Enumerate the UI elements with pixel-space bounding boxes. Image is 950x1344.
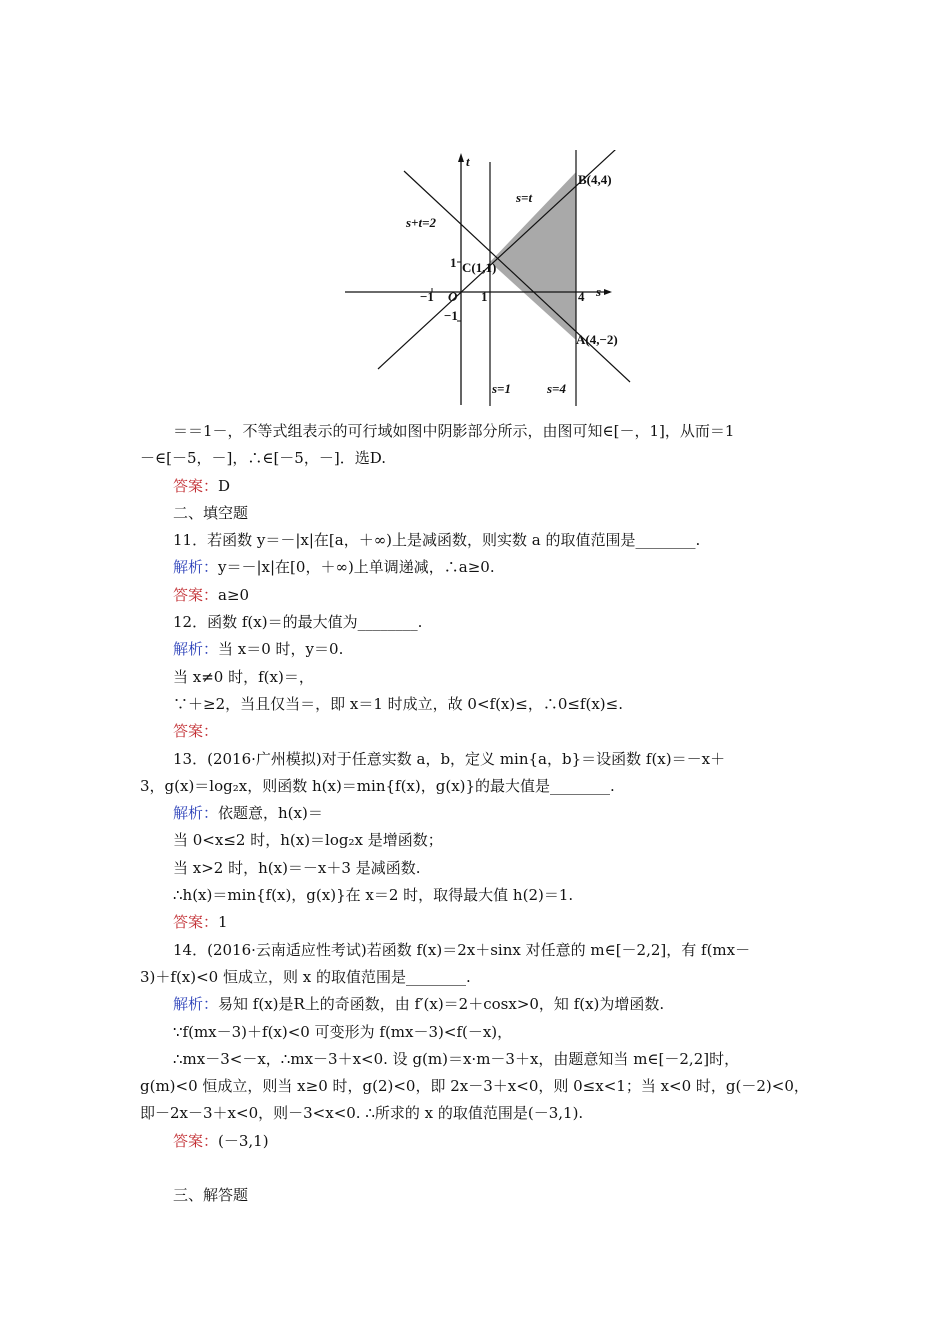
solution-text: y＝－|x|在[0，＋∞)上单调递减，∴a≥0. [218, 558, 495, 577]
solution-label: 解析： [173, 640, 219, 659]
answer-13 [140, 909, 822, 936]
section-title-fill-in: 二、填空题 [173, 503, 249, 522]
answer-10 [140, 473, 822, 500]
solution-text: 易知 f(x)是R上的奇函数，由 f′(x)＝2＋cosx>0，知 f(x)为增函数. [218, 995, 665, 1014]
point-label-b: B(4,4) [578, 172, 612, 187]
line-label-s-eq-t: s=t [516, 190, 533, 205]
solution-12-line-2: 当 x≠0 时，f(x)＝， [173, 667, 314, 686]
question-14-line-1: 14．(2016·云南适应性考试)若函数 f(x)＝2x＋sinx 对任意的 m∈[－2,2]，有 f(mx－ [173, 940, 751, 959]
answer-label: 答案： [173, 585, 219, 604]
solution-11 [140, 554, 822, 581]
solution-text: 当 x＝0 时，y＝0. [218, 640, 344, 659]
tick-label-y-neg1: −1 [444, 308, 458, 323]
point-label-a: A(4,−2) [576, 332, 618, 347]
question-13-line-1: 13．(2016·广州模拟)对于任意实数 a，b，定义 min{a，b}＝设函数 f(x)＝－x＋ [173, 749, 726, 768]
solution-13-line-2: 当 0<x≤2 时，h(x)＝log₂x 是增函数； [173, 831, 443, 850]
solution-label: 解析： [173, 804, 219, 823]
tick-label-x-neg1: −1 [420, 289, 434, 304]
question-11: 11．若函数 y＝－|x|在[a，＋∞)上是减函数，则实数 a 的取值范围是________. [173, 531, 701, 550]
section-title-answer: 三、解答题 [173, 1186, 249, 1205]
solution-14-line-4: g(m)<0 恒成立，则当 x≥0 时，g(2)<0，即 2x－3＋x<0，则 0≤x<1；当 x<0 时，g(－2)<0， [140, 1077, 809, 1096]
solution-line-1: ＝＝1－，不等式组表示的可行域如图中阴影部分所示，由图可知∈[－，1]，从而＝1 [173, 422, 735, 440]
solution-text: 依题意，h(x)＝ [218, 804, 323, 823]
solution-14-line-3: ∴mx－3<－x，∴mx－3＋x<0. 设 g(m)＝x·m－3＋x，由题意知当 m∈[－2,2]时， [173, 1049, 740, 1068]
feasible-region-figure [340, 150, 640, 410]
spacer [140, 1155, 822, 1182]
coordinate-graph [340, 150, 640, 410]
solution-13-line-4: ∴h(x)＝min{f(x)，g(x)}在 x＝2 时，取得最大值 h(2)＝1. [173, 886, 574, 905]
document-body [140, 418, 822, 1209]
solution-line-2: －∈[－5，－]，∴∈[－5，－]．选D. [140, 449, 386, 468]
s-axis-arrow [604, 289, 612, 295]
s-axis-label: s [596, 284, 602, 299]
answer-value: (－3,1) [218, 1131, 269, 1150]
point-label-c: C(1,1) [462, 260, 497, 275]
answer-11 [140, 582, 822, 609]
answer-label: 答案： [173, 1131, 219, 1150]
t-axis-arrow [458, 153, 464, 162]
answer-12 [140, 718, 822, 745]
question-14-line-2: 3)＋f(x)<0 恒成立，则 x 的取值范围是________. [140, 967, 471, 986]
solution-13 [140, 800, 822, 827]
solution-14-line-2: ∵f(mx－3)＋f(x)<0 可变形为 f(mx－3)<f(－x)， [173, 1022, 513, 1041]
solution-14-line-5: 即－2x－3＋x<0，则－3<x<0. ∴所求的 x 的取值范围是(－3,1). [140, 1104, 584, 1123]
answer-value: D [218, 476, 231, 495]
answer-label: 答案： [173, 476, 219, 495]
solution-label: 解析： [173, 995, 219, 1014]
answer-14 [140, 1128, 822, 1155]
solution-13-line-3: 当 x>2 时，h(x)＝－x＋3 是减函数. [173, 858, 421, 877]
line-label-s1: s=1 [492, 381, 511, 396]
tick-label-x-4: 4 [578, 289, 585, 304]
solution-label: 解析： [173, 558, 219, 577]
origin-label: O [448, 289, 458, 304]
answer-value: 1 [218, 913, 228, 932]
solution-12-line-3: ∵＋≥2，当且仅当＝，即 x＝1 时成立，故 0<f(x)≤，∴0≤f(x)≤. [173, 694, 623, 713]
question-13-line-2: 3，g(x)＝log₂x，则函数 h(x)＝min{f(x)，g(x)}的最大值是________. [140, 776, 615, 795]
tick-label-y-1: 1 [450, 255, 457, 270]
line-label-s4: s=4 [547, 381, 566, 396]
t-axis-label: t [466, 154, 470, 169]
line-label-s-plus-t: s+t=2 [406, 215, 436, 230]
tick-label-x-1: 1 [481, 289, 488, 304]
answer-label: 答案： [173, 913, 219, 932]
question-12: 12．函数 f(x)＝的最大值为________. [173, 613, 423, 632]
answer-label: 答案： [173, 722, 219, 741]
solution-12 [140, 636, 822, 663]
solution-14 [140, 991, 822, 1018]
answer-value: a≥0 [218, 585, 250, 604]
